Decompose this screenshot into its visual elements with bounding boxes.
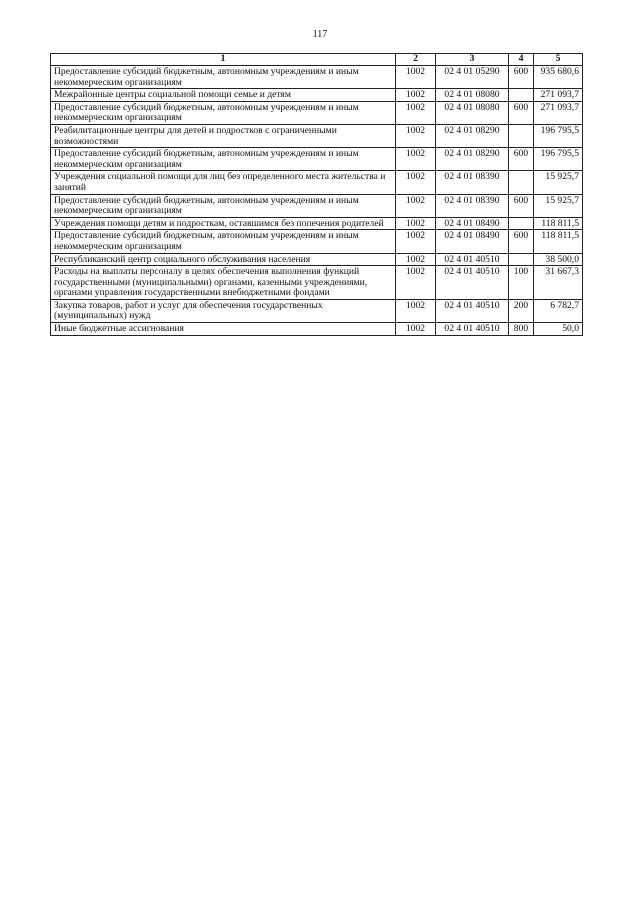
table-row — [51, 299, 583, 322]
cell-expense-type: 200 — [509, 299, 534, 322]
cell-expense-type — [509, 124, 534, 147]
cell-sum: 118 811,5 — [534, 230, 583, 253]
cell-expense-type — [509, 171, 534, 194]
table-row — [51, 253, 583, 266]
cell-target: 02 4 01 08490 — [436, 230, 509, 253]
cell-section: 1002 — [396, 101, 436, 124]
cell-target: 02 4 01 40510 — [436, 299, 509, 322]
column-header-expense-type: 4 — [509, 54, 534, 66]
cell-section: 1002 — [396, 323, 436, 336]
cell-section: 1002 — [396, 253, 436, 266]
cell-section: 1002 — [396, 89, 436, 102]
cell-section: 1002 — [396, 194, 436, 217]
cell-target: 02 4 01 08080 — [436, 89, 509, 102]
cell-sum: 31 667,3 — [534, 266, 583, 300]
table-row — [51, 323, 583, 336]
cell-name: Предоставление субсидий бюджетным, автономным учреждениям и иным некоммерческим организациям — [51, 148, 396, 171]
cell-section: 1002 — [396, 124, 436, 147]
cell-sum: 271 093,7 — [534, 101, 583, 124]
cell-expense-type — [509, 253, 534, 266]
column-header-sum: 5 — [534, 54, 583, 66]
table-row — [51, 148, 583, 171]
cell-expense-type — [509, 217, 534, 230]
cell-sum: 271 093,7 — [534, 89, 583, 102]
cell-sum: 15 925,7 — [534, 171, 583, 194]
cell-target: 02 4 01 08490 — [436, 217, 509, 230]
cell-section: 1002 — [396, 217, 436, 230]
column-header-section: 2 — [396, 54, 436, 66]
cell-expense-type: 600 — [509, 230, 534, 253]
cell-expense-type: 600 — [509, 194, 534, 217]
table-row — [51, 89, 583, 102]
cell-target: 02 4 01 08290 — [436, 124, 509, 147]
column-header-target: 3 — [436, 54, 509, 66]
cell-name: Предоставление субсидий бюджетным, автономным учреждениям и иным некоммерческим организациям — [51, 66, 396, 89]
cell-name: Иные бюджетные ассигнования — [51, 323, 396, 336]
cell-sum: 196 795,5 — [534, 124, 583, 147]
cell-expense-type: 600 — [509, 66, 534, 89]
cell-sum: 38 500,0 — [534, 253, 583, 266]
cell-target: 02 4 01 40510 — [436, 253, 509, 266]
table-row — [51, 230, 583, 253]
cell-expense-type: 100 — [509, 266, 534, 300]
cell-section: 1002 — [396, 266, 436, 300]
cell-sum: 118 811,5 — [534, 217, 583, 230]
budget-table — [50, 53, 583, 336]
cell-section: 1002 — [396, 230, 436, 253]
table-row — [51, 194, 583, 217]
cell-sum: 50,0 — [534, 323, 583, 336]
cell-target: 02 4 01 08080 — [436, 101, 509, 124]
cell-name: Расходы на выплаты персоналу в целях обеспечения выполнения функций государственными (муниципальными) органами, казенными учреждениями, органами управления государственными внебюджетными фондами — [51, 266, 396, 300]
cell-expense-type: 600 — [509, 101, 534, 124]
column-header-name: 1 — [51, 54, 396, 66]
cell-target: 02 4 01 08390 — [436, 194, 509, 217]
table-row — [51, 101, 583, 124]
cell-expense-type: 600 — [509, 148, 534, 171]
cell-target: 02 4 01 05290 — [436, 66, 509, 89]
cell-name: Закупка товаров, работ и услуг для обеспечения государственных (муниципальных) нужд — [51, 299, 396, 322]
cell-expense-type: 800 — [509, 323, 534, 336]
cell-section: 1002 — [396, 66, 436, 89]
table-row — [51, 266, 583, 300]
table-row — [51, 171, 583, 194]
cell-sum: 196 795,5 — [534, 148, 583, 171]
cell-section: 1002 — [396, 148, 436, 171]
table-header-row — [51, 54, 583, 66]
cell-expense-type — [509, 89, 534, 102]
table-row — [51, 217, 583, 230]
cell-target: 02 4 01 40510 — [436, 266, 509, 300]
table-row — [51, 124, 583, 147]
cell-name: Республиканский центр социального обслуживания населения — [51, 253, 396, 266]
cell-name: Предоставление субсидий бюджетным, автономным учреждениям и иным некоммерческим организациям — [51, 230, 396, 253]
cell-section: 1002 — [396, 299, 436, 322]
table-row — [51, 66, 583, 89]
cell-target: 02 4 01 08290 — [436, 148, 509, 171]
cell-sum: 6 782,7 — [534, 299, 583, 322]
cell-name: Межрайонные центры социальной помощи семье и детям — [51, 89, 396, 102]
page-number: 117 — [312, 29, 328, 40]
cell-section: 1002 — [396, 171, 436, 194]
cell-name: Учреждения социальной помощи для лиц без определенного места жительства и занятий — [51, 171, 396, 194]
cell-name: Учреждения помощи детям и подросткам, оставшимся без попечения родителей — [51, 217, 396, 230]
cell-name: Предоставление субсидий бюджетным, автономным учреждениям и иным некоммерческим организациям — [51, 101, 396, 124]
cell-sum: 15 925,7 — [534, 194, 583, 217]
cell-sum: 935 680,6 — [534, 66, 583, 89]
cell-target: 02 4 01 40510 — [436, 323, 509, 336]
cell-name: Реабилитационные центры для детей и подростков с ограниченными возможностями — [51, 124, 396, 147]
cell-target: 02 4 01 08390 — [436, 171, 509, 194]
cell-name: Предоставление субсидий бюджетным, автономным учреждениям и иным некоммерческим организациям — [51, 194, 396, 217]
